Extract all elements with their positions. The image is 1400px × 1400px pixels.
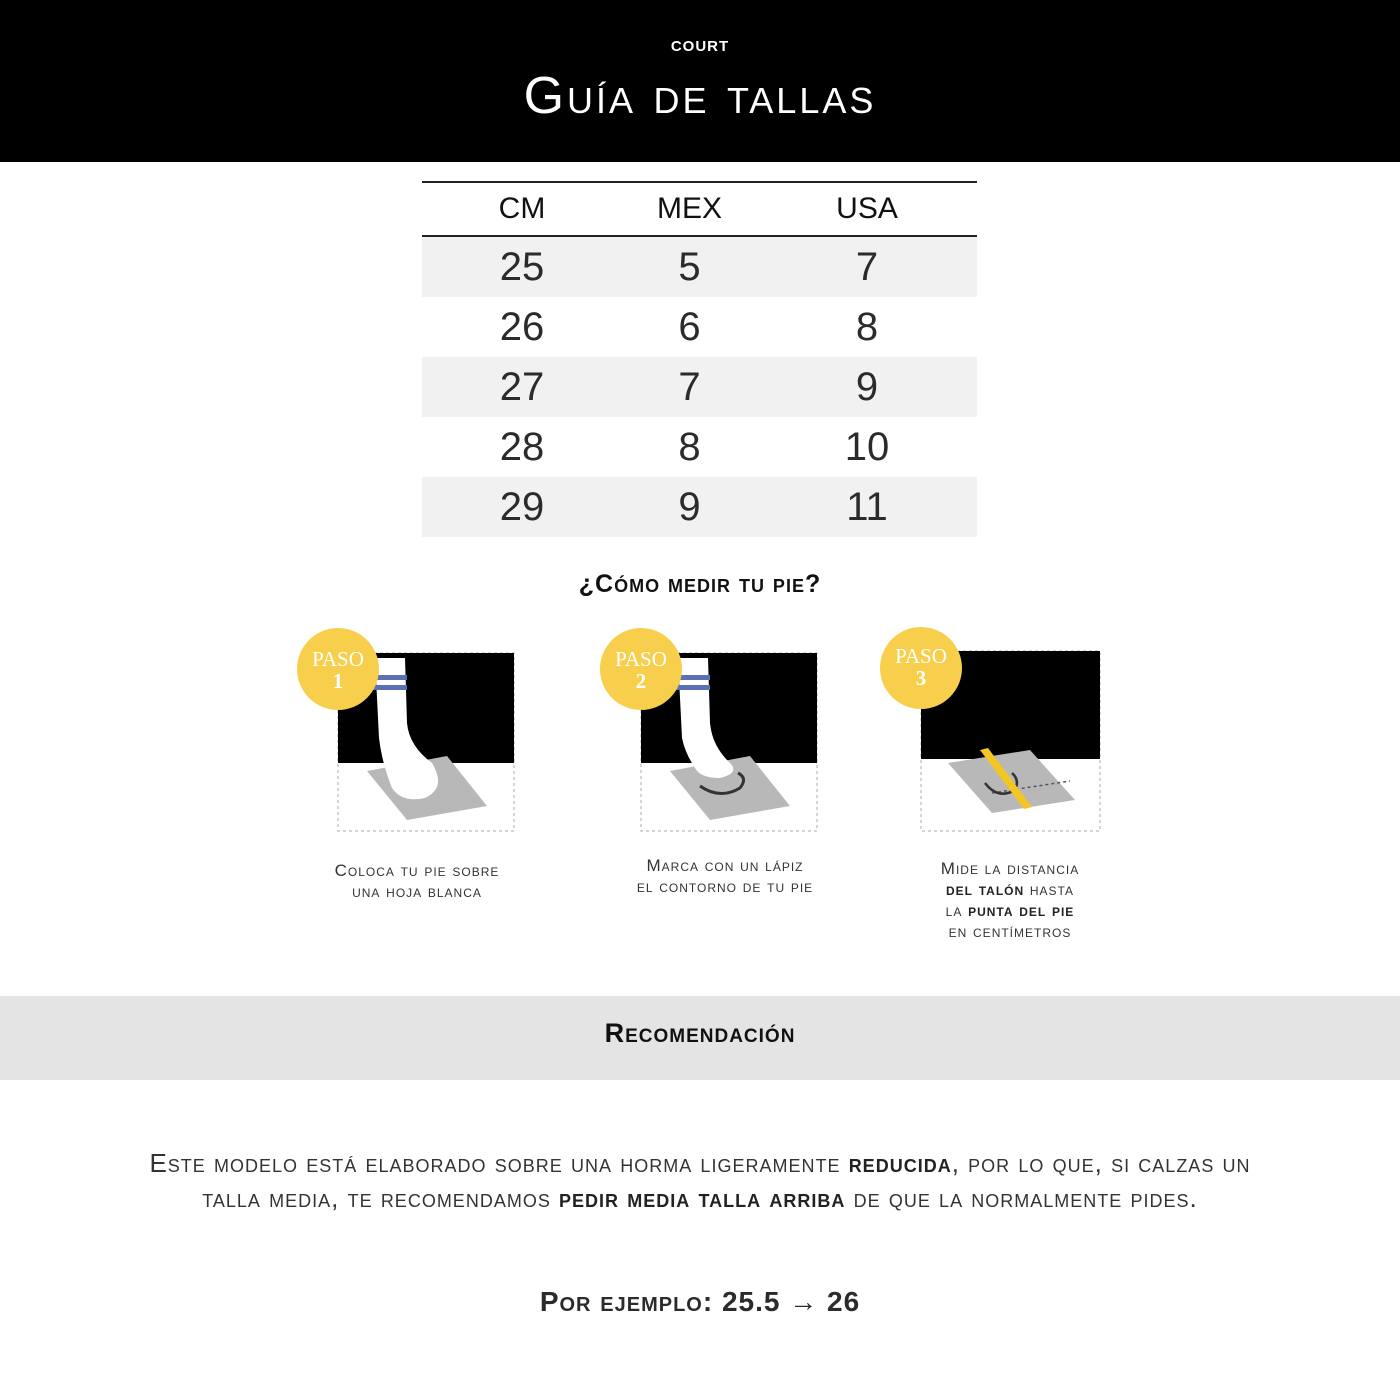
- step-badge: [880, 627, 962, 709]
- size-table: [422, 181, 977, 537]
- column-header-usa: USA: [757, 182, 977, 236]
- rec-bold: pedir media talla arriba: [559, 1183, 846, 1213]
- step-caption: [880, 858, 1140, 942]
- cell-mex: 8: [678, 424, 701, 469]
- step-caption: [595, 855, 855, 897]
- badge-label: PASO: [895, 644, 947, 668]
- example-text: Por ejemplo: 25.5 → 26: [539, 1286, 861, 1317]
- step-caption: [287, 860, 547, 902]
- column-header-mex: MEX: [622, 182, 757, 236]
- cell-usa: 8: [855, 304, 879, 349]
- recommendation-band: [0, 996, 1400, 1080]
- step-badge: [297, 628, 379, 710]
- rec-text: de que la normalmente pides.: [845, 1183, 1198, 1213]
- badge-number: 1: [332, 669, 344, 693]
- table-row: [422, 236, 977, 297]
- rec-text: Este modelo está elaborado sobre una horma ligeramente: [149, 1148, 849, 1178]
- rec-text: , por lo que, si calzas un talla media, te recomendamos: [202, 1148, 1251, 1213]
- step-1: [297, 628, 537, 968]
- badge-number: 2: [635, 669, 647, 693]
- badge-label: PASO: [312, 647, 364, 671]
- table-row: [422, 297, 977, 357]
- recommendation-title: Recomendación: [604, 1018, 796, 1048]
- table-header-row: [422, 182, 977, 236]
- caption-line: una hoja blanca: [352, 882, 482, 901]
- cell-usa: 10: [844, 424, 890, 469]
- caption-line: el contorno de tu pie: [636, 877, 814, 896]
- cell-mex: 7: [622, 357, 757, 417]
- cell-cm: 27: [422, 357, 622, 417]
- cell-cm: 26: [499, 304, 545, 349]
- page-title: Guía de tallas: [523, 67, 877, 125]
- badge-number: 3: [915, 666, 927, 690]
- cell-usa: 9: [757, 357, 977, 417]
- cell-mex: 9: [622, 477, 757, 537]
- caption-bold: punta del pie: [968, 901, 1075, 920]
- caption-line: Mide la distancia: [940, 859, 1080, 878]
- cell-cm: 29: [422, 477, 622, 537]
- header-banner: [0, 0, 1400, 162]
- caption-bold: del talón: [945, 880, 1025, 899]
- cell-mex: 6: [678, 304, 701, 349]
- cell-cm: 25: [422, 236, 622, 297]
- table-row: [422, 477, 977, 537]
- caption-line: Coloca tu pie sobre: [334, 861, 500, 880]
- cell-usa: 7: [757, 236, 977, 297]
- table-row: [422, 417, 977, 477]
- step-badge: [600, 628, 682, 710]
- cell-usa: 11: [757, 477, 977, 537]
- column-header-cm: CM: [422, 182, 622, 236]
- how-to-measure-title: ¿Cómo medir tu pie?: [578, 570, 822, 598]
- caption-line: Marca con un lápiz: [646, 856, 804, 875]
- cell-cm: 28: [499, 424, 545, 469]
- brand-logo: COURT: [670, 38, 730, 55]
- badge-label: PASO: [615, 647, 667, 671]
- step-2: [600, 628, 840, 968]
- caption-line: en centímetros: [948, 922, 1072, 941]
- recommendation-text: [140, 1146, 1260, 1216]
- table-row: [422, 357, 977, 417]
- caption-line: la: [945, 901, 969, 920]
- step-3: [880, 625, 1120, 965]
- rec-bold: reducida: [848, 1148, 952, 1178]
- cell-mex: 5: [622, 236, 757, 297]
- caption-line: hasta: [1024, 880, 1074, 899]
